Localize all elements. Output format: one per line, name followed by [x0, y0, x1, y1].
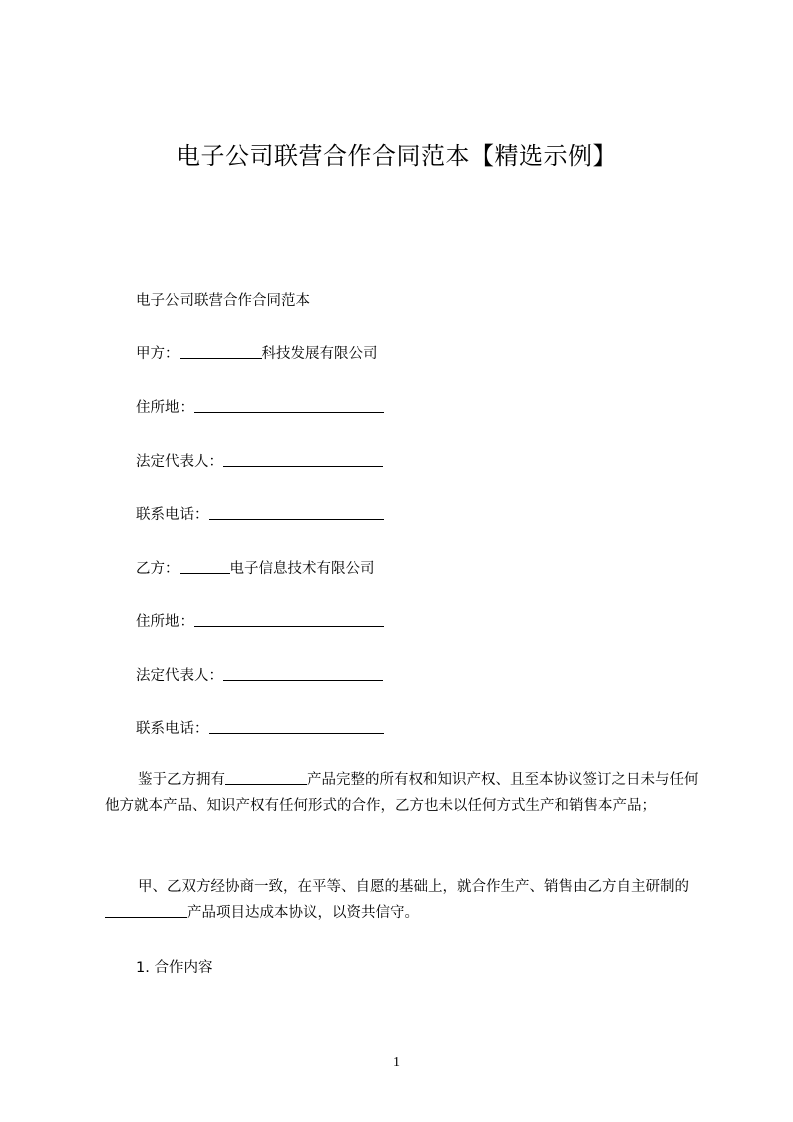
- section-1-heading: 1. 合作内容: [136, 960, 213, 976]
- party-a-legal-rep-blank: [223, 452, 383, 467]
- agreement-text-end: 产品项目达成本协议，以资共信守。: [187, 905, 419, 921]
- page-number: 1: [393, 1055, 400, 1070]
- party-a-address-blank: [194, 398, 384, 413]
- recital-text-end: 产品完整的所有权和知识产权、且至本协议签订之日未与任何他方就本产品、知识产权有任何形式的合作，乙方也未以任何方式生产和销售本产品；: [105, 772, 699, 814]
- party-a-line: [136, 344, 378, 364]
- party-a-legal-rep-label: 法定代表人：: [136, 454, 223, 470]
- agreement-paragraph: [105, 874, 700, 926]
- party-b-line: [136, 559, 375, 579]
- party-b-phone-line: [136, 719, 384, 739]
- party-b-legal-rep-blank: [223, 666, 383, 681]
- party-b-phone-label: 联系电话：: [136, 721, 209, 737]
- party-b-company-suffix: 电子信息技术有限公司: [229, 561, 375, 577]
- party-b-legal-rep-line: [136, 666, 383, 686]
- party-a-legal-rep-line: [136, 452, 383, 472]
- agreement-product-blank: [105, 903, 187, 918]
- recital-text-start: 鉴于乙方拥有: [138, 772, 225, 788]
- party-a-name-blank: [180, 344, 262, 359]
- contract-subtitle: 电子公司联营合作合同范本: [136, 293, 310, 309]
- party-b-phone-blank: [209, 719, 384, 734]
- document-title: 电子公司联营合作合同范本【精选示例】: [176, 142, 617, 170]
- party-a-phone-blank: [209, 505, 384, 520]
- party-a-company-suffix: 科技发展有限公司: [261, 346, 378, 362]
- party-b-legal-rep-label: 法定代表人：: [136, 668, 223, 684]
- party-a-address-line: [136, 398, 384, 418]
- party-a-phone-label: 联系电话：: [136, 507, 209, 523]
- party-b-address-blank: [194, 612, 384, 627]
- party-b-address-label: 住所地：: [136, 614, 194, 630]
- party-a-address-label: 住所地：: [136, 400, 194, 416]
- party-a-phone-line: [136, 505, 384, 525]
- agreement-text-start: 甲、乙双方经协商一致，在平等、自愿的基础上，就合作生产、销售由乙方自主研制的: [138, 879, 689, 895]
- party-b-label: 乙方：: [136, 561, 180, 577]
- party-a-label: 甲方：: [136, 346, 180, 362]
- recital-paragraph: [105, 767, 700, 845]
- party-b-name-blank: [180, 559, 230, 574]
- party-b-address-line: [136, 612, 384, 632]
- recital-product-blank: [225, 770, 307, 785]
